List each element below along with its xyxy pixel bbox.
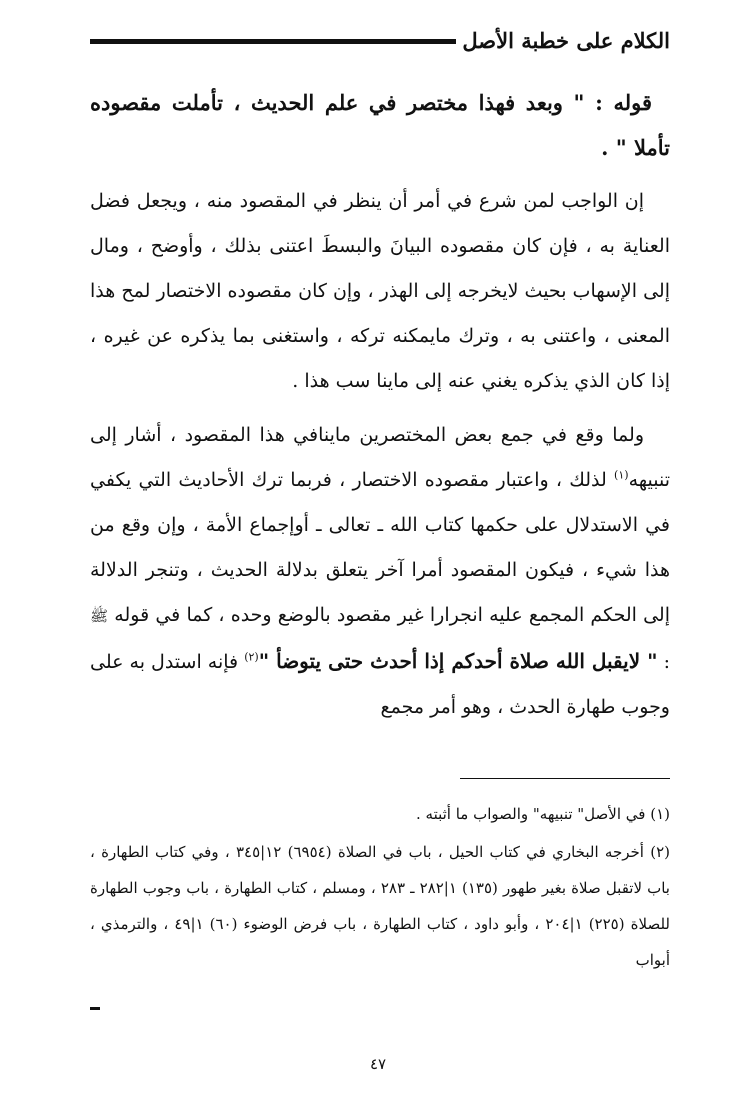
paragraph-2-part-2: لذلك ، واعتبار مقصوده الاختصار ، فربما ترك الأحاديث التي يكفي في الاستدلال على حكمها كتاب الله ـ تعالى ـ أوإجماع الأمة ، وإن وقع من هذا شيء ، فيكون المقصود أمرا آخر يتعلق بدلالة الحديث ، وتنجر الدلالة إلى الحكم المجمع عليه انجرارا غير مقصود بالوضع وحده ، كما في قوله [90,469,670,626]
footnote-2: (٢) أخرجه البخاري في كتاب الحيل ، باب في الصلاة (٦٩٥٤) ١٢|٣٤٥ ، وفي كتاب الطهارة ، باب لاتقبل صلاة بغير طهور (١٣٥) ١|٢٨٢ ـ ٢٨٣ ، ومسلم ، كتاب الطهارة ، باب وجوب الطهارة للصلاة (٢٢٥) ١|٢٠٤ ، وأبو داود ، كتاب الطهارة ، باب فرض الوضوء (٦٠) ١|٤٩ ، والترمذي ، أبواب [90,843,670,969]
paragraph-2 [90,413,670,730]
paragraph-2-part-1: ولما وقع في جمع بعض المختصرين ماينافي هذا المقصود ، أشار إلى تنبيهه [90,424,670,491]
paragraph-1: إن الواجب لمن شرع في أمر أن ينظر في المقصود منه ، ويجعل فضل العناية به ، فإن كان مقصوده البيانَ والبسطَ اعتنى بذلك ، وأوضح ، ومال إلى الإسهاب بحيث لايخرجه إلى الهذر ، وإن كان مقصوده الاختصار لمح هذا المعنى ، واعتنى به ، وترك مايمكنه تركه ، واستغنى بما يذكره عن غيره ، إذا كان الذي يذكره يغني عنه إلى ماينا سب هذا . [90,190,670,392]
header-rule [90,39,456,44]
paragraph-2-colon: : [657,651,670,673]
quoted-text: قوله : " وبعد فهذا مختصر في علم الحديث ، تأملت مقصوده تأملا " . [90,90,670,160]
hadith-text: " لايقبل الله صلاة أحدكم إذا أحدث حتى يتوضأ " [258,649,658,673]
honorific-glyph: ﷺ [90,607,109,625]
footnote-ref-1[interactable]: (١) [614,468,629,482]
continuation-mark [90,1007,100,1010]
header-title: الكلام على خطبة الأصل [462,27,670,53]
running-header [90,22,670,58]
paragraph-2-part-3: فإنه استدل به على وجوب طهارة الحدث ، وهو أمر مجمع [90,651,670,718]
page-number: ٤٧ [369,1055,387,1073]
footnote-1: (١) في الأصل" تنبيهه" والصواب ما أثبته . [416,805,670,823]
footnotes [90,796,670,980]
footnote-ref-2[interactable]: (٢) [244,650,259,664]
footnote-separator [460,778,670,779]
main-text [90,80,670,739]
